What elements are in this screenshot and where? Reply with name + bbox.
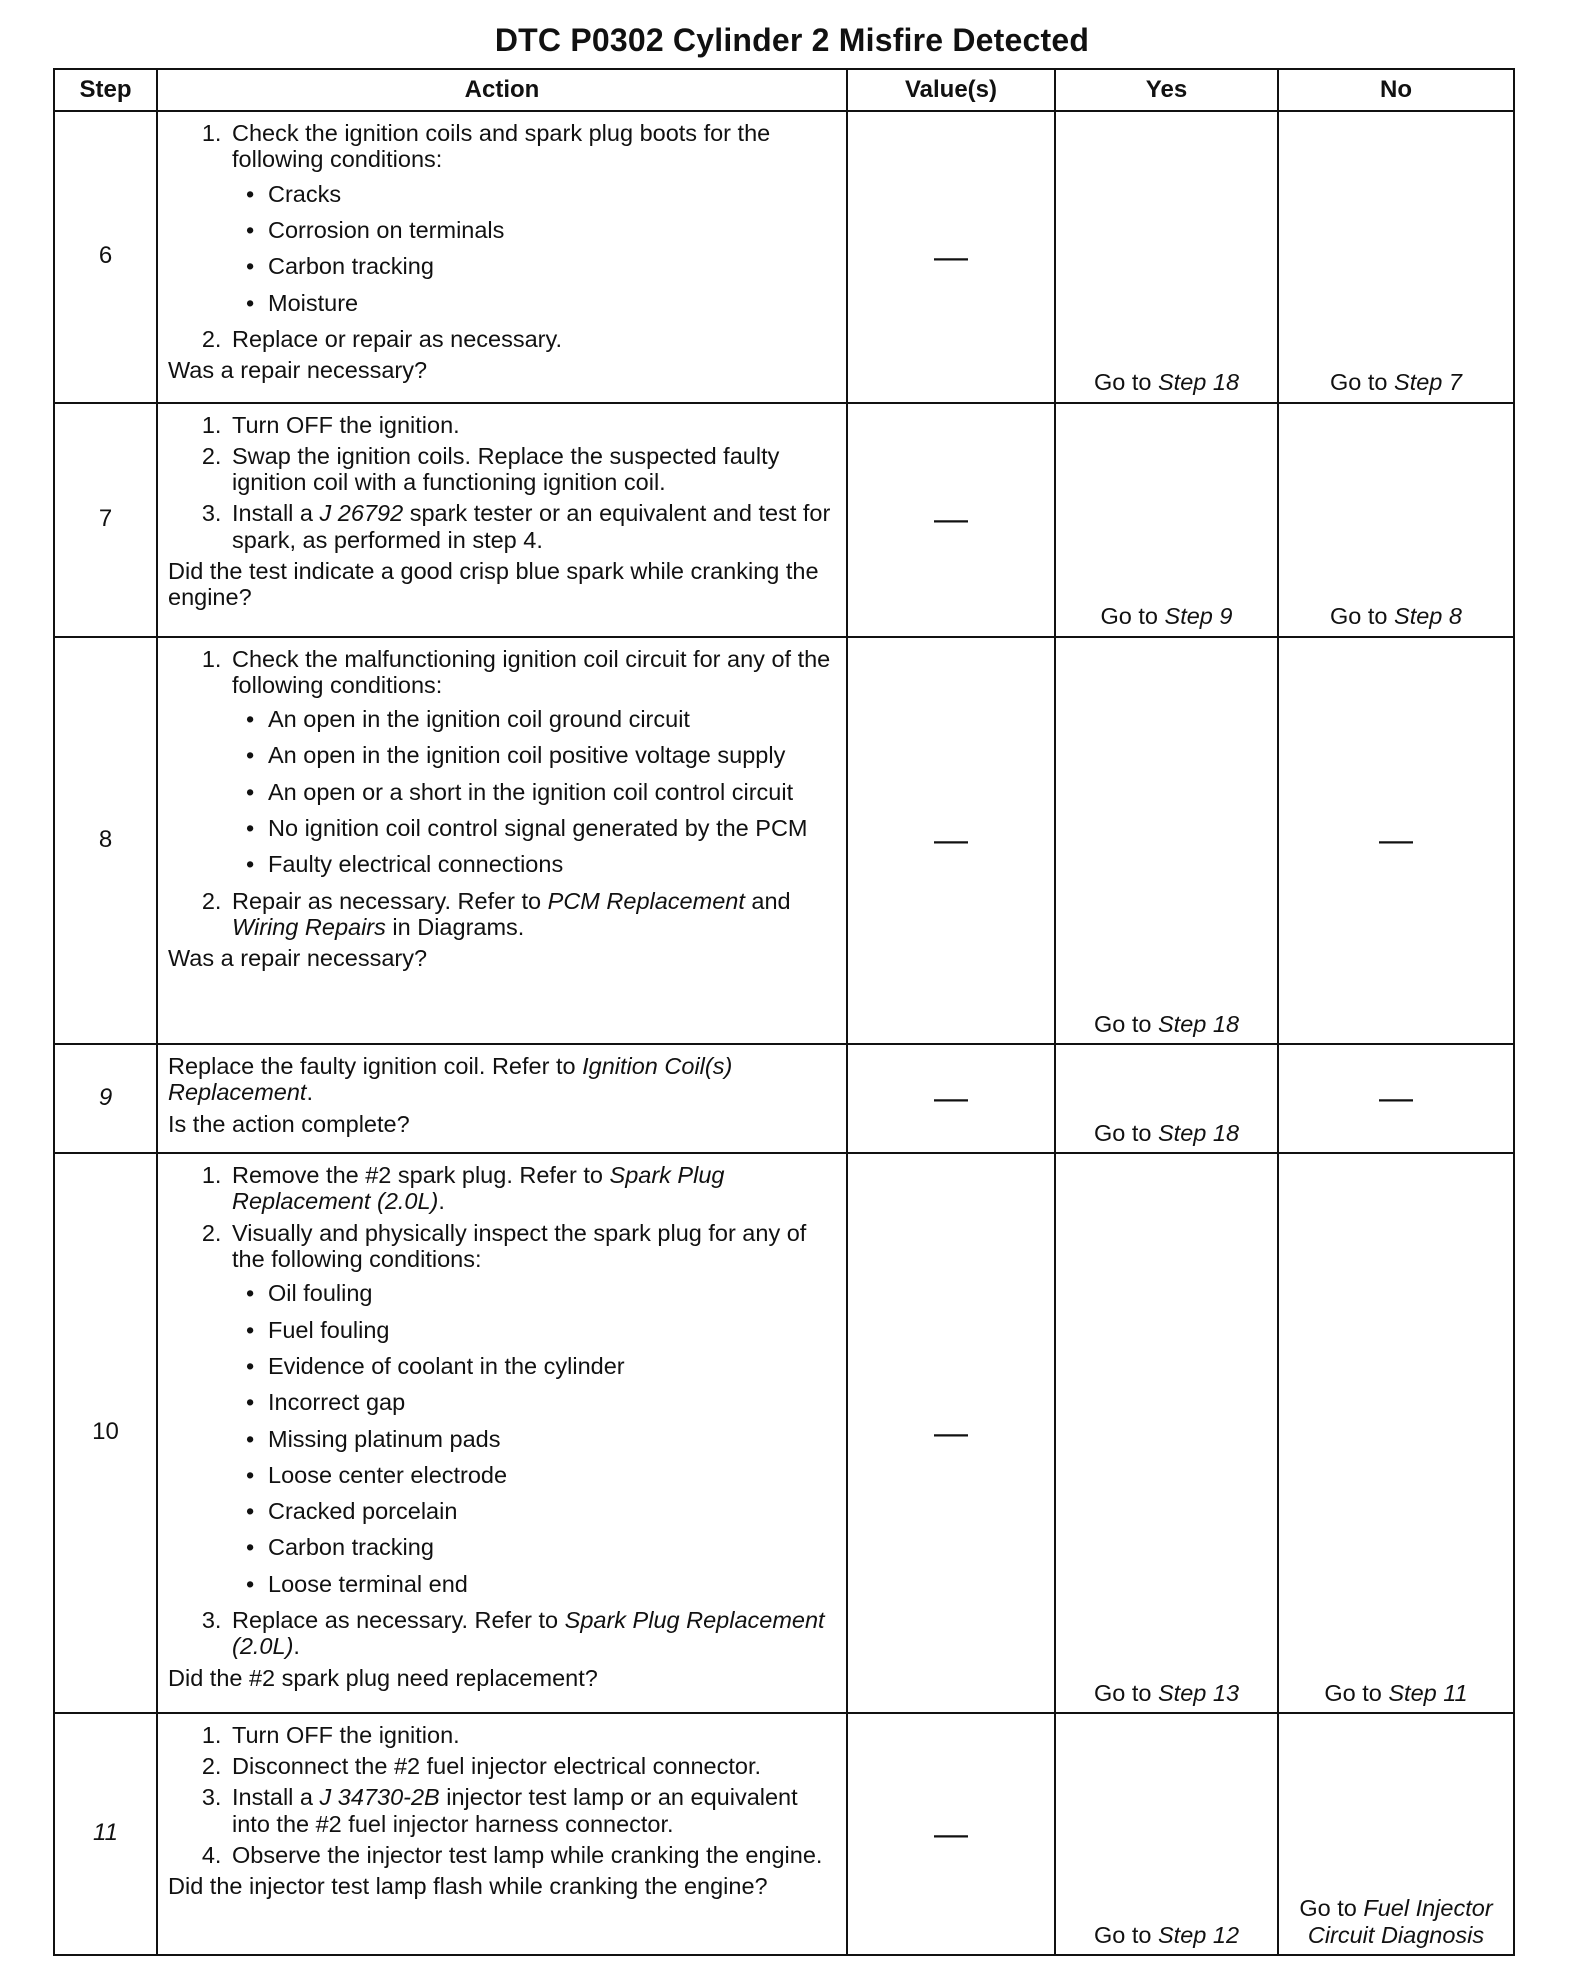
yes-result	[1055, 1153, 1278, 1713]
condition-item: • Corrosion on terminals	[268, 217, 838, 243]
condition-item: • Evidence of coolant in the cylinder	[268, 1353, 838, 1379]
condition-item: • Moisture	[268, 290, 838, 316]
action-text: Replace as necessary. Refer to	[232, 1607, 559, 1634]
value-dash: —	[847, 1153, 1055, 1713]
question-text: Did the #2 spark plug need replacement?	[168, 1664, 598, 1691]
yes-result	[1055, 111, 1278, 403]
value-dash: —	[847, 637, 1055, 1045]
yes-result	[1055, 1044, 1278, 1153]
goto-label: Go to	[1330, 369, 1388, 396]
action-item: 2. Swap the ignition coils. Replace the suspected faulty ignition coil with a functioning ignition coil.	[228, 443, 838, 496]
action-text: Replace the faulty ignition coil. Refer to	[168, 1053, 576, 1080]
action-item	[228, 1784, 838, 1837]
condition-item: • Oil fouling	[268, 1280, 838, 1306]
goto-label: Go to	[1100, 603, 1158, 630]
step-number: 11	[54, 1713, 157, 1955]
doc-ref: Wiring Repairs	[232, 914, 386, 941]
action-item: 2. Disconnect the #2 fuel injector electrical connector.	[228, 1753, 838, 1779]
page-title: DTC P0302 Cylinder 2 Misfire Detected	[494, 22, 1090, 58]
condition-item: • Cracks	[268, 181, 838, 207]
no-dash: —	[1278, 637, 1514, 1045]
goto-label: Go to	[1330, 603, 1388, 630]
table-row	[54, 1153, 1514, 1713]
table-row	[54, 1713, 1514, 1955]
goto-label: Go to	[1093, 1119, 1152, 1146]
header-row	[54, 69, 1514, 111]
doc-ref: PCM Replacement	[547, 887, 745, 914]
yes-result	[1055, 637, 1278, 1045]
action-text: spark tester or an equivalent and test for spark, as performed in step 4.	[232, 500, 831, 553]
yes-result	[1055, 403, 1278, 637]
table-row	[54, 1044, 1514, 1153]
action-item: 1. Turn OFF the ignition.	[228, 1722, 838, 1748]
yes-result	[1055, 1713, 1278, 1955]
table-row	[54, 637, 1514, 1045]
step-link: Step 11	[1388, 1679, 1468, 1706]
action-cell	[157, 1044, 847, 1153]
condition-item: • Fuel fouling	[268, 1317, 838, 1343]
step-link: Step 18	[1158, 369, 1240, 396]
action-cell	[157, 1713, 847, 1955]
value-dash: —	[847, 111, 1055, 403]
action-cell	[157, 637, 847, 1045]
action-text: Replace the faulty ignition coil. Refer to Ignition Coil(s) Replacement.	[168, 1053, 733, 1106]
condition-item: • Carbon tracking	[268, 1534, 838, 1560]
condition-item: • An open in the ignition coil ground circuit	[268, 706, 838, 732]
step-number: 10	[54, 1153, 157, 1713]
action-item: 4. Observe the injector test lamp while cranking the engine.	[228, 1842, 838, 1868]
step-number: 8	[54, 637, 157, 1045]
action-text: Check the ignition coils and spark plug boots for the following conditions:	[232, 120, 771, 173]
question-text: Was a repair necessary?	[168, 945, 428, 972]
table-row	[54, 403, 1514, 637]
condition-item: • Carbon tracking	[268, 253, 838, 279]
header-values: Value(s)	[847, 69, 1055, 111]
action-item: 1. Turn OFF the ignition.	[228, 412, 838, 438]
action-item	[228, 888, 838, 941]
tool-ref: J 34730-2B	[319, 1784, 440, 1811]
doc-ref: Spark Plug Replacement (2.0L)	[232, 1607, 825, 1660]
condition-item: • Loose center electrode	[268, 1462, 838, 1488]
table-row	[54, 111, 1514, 403]
action-cell	[157, 111, 847, 403]
value-dash: —	[847, 1713, 1055, 1955]
no-result	[1278, 111, 1514, 403]
action-text: in Diagrams.	[392, 914, 525, 941]
tool-ref: J 26792	[319, 500, 404, 527]
action-item	[228, 1220, 838, 1597]
condition-item: • An open or a short in the ignition coil control circuit	[268, 779, 838, 805]
step-link: Step 8	[1394, 603, 1462, 630]
step-link: Step 13	[1158, 1679, 1240, 1706]
goto-label: Go to	[1093, 369, 1152, 396]
action-text: Install a	[232, 1784, 313, 1811]
action-text: Install a	[232, 500, 313, 527]
goto-label: Go to	[1324, 1679, 1382, 1706]
condition-item: • Faulty electrical connections	[268, 851, 838, 877]
condition-item: • Incorrect gap	[268, 1389, 838, 1415]
header-no: No	[1278, 69, 1514, 111]
question-text: Was a repair necessary?	[168, 357, 428, 384]
step-number: 9	[54, 1044, 157, 1153]
action-text: Visually and physically inspect the spark plug for any of the following conditions:	[232, 1219, 807, 1272]
action-cell	[157, 1153, 847, 1713]
step-link: Step 12	[1158, 1921, 1240, 1948]
action-item: 1. Remove the #2 spark plug. Refer to Spark Plug Replacement (2.0L).	[228, 1162, 838, 1215]
goto-label: Go to	[1093, 1679, 1152, 1706]
action-text: Remove the #2 spark plug. Refer to	[232, 1162, 603, 1188]
question-text: Did the test indicate a good crisp blue spark while cranking the engine?	[168, 558, 819, 611]
value-dash: —	[847, 403, 1055, 637]
action-cell	[157, 403, 847, 637]
step-link: Step 18	[1158, 1119, 1240, 1146]
condition-item: • An open in the ignition coil positive voltage supply	[268, 742, 838, 768]
action-item	[228, 500, 838, 553]
step-number: 7	[54, 403, 157, 637]
action-item	[228, 646, 838, 878]
action-text: Repair as necessary. Refer to	[232, 887, 542, 914]
diagnostic-table	[53, 68, 1515, 1956]
no-result	[1278, 1153, 1514, 1713]
doc-ref: Spark Plug Replacement (2.0L)	[232, 1162, 725, 1215]
condition-item: • Loose terminal end	[268, 1571, 838, 1597]
condition-item: • Cracked porcelain	[268, 1498, 838, 1524]
no-result	[1278, 403, 1514, 637]
header-yes: Yes	[1055, 69, 1278, 111]
doc-ref: Ignition Coil(s) Replacement	[168, 1053, 733, 1106]
action-item: 3. Replace as necessary. Refer to Spark Plug Replacement (2.0L).	[228, 1607, 838, 1660]
no-result	[1278, 1713, 1514, 1955]
goto-label: Go to	[1299, 1895, 1357, 1922]
action-text: injector test lamp or an equivalent into the #2 fuel injector harness connector.	[232, 1784, 798, 1837]
condition-item: • Missing platinum pads	[268, 1426, 838, 1452]
no-dash: —	[1278, 1044, 1514, 1153]
step-link: Step 7	[1394, 369, 1462, 396]
step-link: Step 9	[1164, 603, 1233, 630]
action-item	[228, 120, 838, 316]
step-number: 6	[54, 111, 157, 403]
action-item: 2. Replace or repair as necessary.	[228, 326, 838, 352]
value-dash: —	[847, 1044, 1055, 1153]
condition-item: • No ignition coil control signal generated by the PCM	[268, 815, 838, 841]
header-step: Step	[54, 69, 157, 111]
goto-label: Go to	[1093, 1921, 1152, 1948]
step-link: Step 18	[1158, 1010, 1240, 1037]
header-action: Action	[157, 69, 847, 111]
question-text: Is the action complete?	[168, 1110, 410, 1137]
goto-label: Go to	[1093, 1010, 1152, 1037]
question-text: Did the injector test lamp flash while cranking the engine?	[168, 1873, 768, 1900]
action-text: Check the malfunctioning ignition coil circuit for any of the following conditions:	[232, 645, 831, 698]
action-text: and	[751, 887, 791, 914]
doc-ref: Fuel Injector Circuit Diagnosis	[1307, 1895, 1493, 1948]
